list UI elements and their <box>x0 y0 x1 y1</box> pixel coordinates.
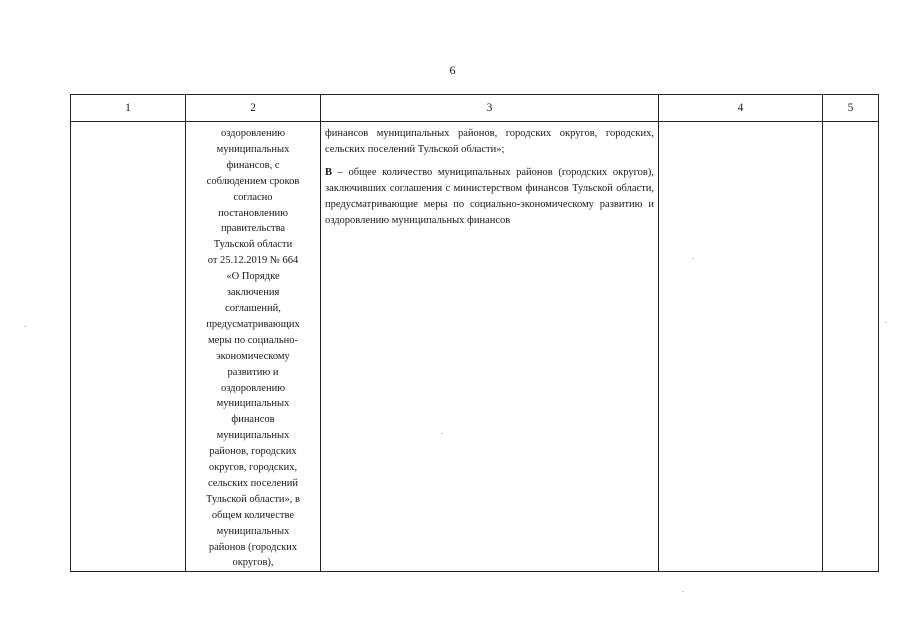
scan-speck <box>682 591 684 592</box>
col2-line: «О Порядке <box>226 271 280 283</box>
col2-line: общем количестве <box>211 509 295 521</box>
col2-line: округов), <box>232 557 274 569</box>
scan-speck <box>692 258 694 259</box>
table-header-row <box>71 95 879 122</box>
col2-line: муниципальных <box>216 430 290 442</box>
scan-speck <box>885 322 887 323</box>
col2-line: предусматривающих <box>206 318 300 330</box>
indicator-table <box>70 94 879 572</box>
cell-col-5 <box>823 122 879 572</box>
col2-line: Тульской области <box>213 239 293 251</box>
col2-line: от 25.12.2019 № 664 <box>207 255 299 267</box>
col2-line: меры по социально- <box>207 334 299 346</box>
col2-line: постановлению <box>218 207 288 219</box>
variable-definition <box>325 165 654 229</box>
cell-col-2 <box>186 122 321 572</box>
col2-line: финансов, с <box>226 159 280 171</box>
scan-speck <box>24 326 26 327</box>
col2-line: заключения <box>226 287 280 299</box>
col2-text-block <box>188 126 318 571</box>
header-col-3: 3 <box>321 95 659 122</box>
col2-line: соглашений, <box>225 302 281 314</box>
page-number: 6 <box>449 63 456 77</box>
formula-continuation-text: финансов муниципальных районов, городских округов, городских, сельских поселений Тульской области»; <box>325 128 654 155</box>
col2-line: районов, городских <box>209 446 297 458</box>
header-col-5: 5 <box>823 95 879 122</box>
col2-line: согласно <box>233 191 273 203</box>
col2-line: правительства <box>220 223 286 235</box>
variable-description: – общее количество муниципальных районов (городских округов), заключивших соглашения с министерством финансов Тульской области, предусматривающие меры по социально-экономическому развитию и оздоровлению муниципальных финансов <box>325 166 654 226</box>
col2-line: муниципальных <box>216 143 290 155</box>
col2-line: развитию и <box>227 366 279 378</box>
col2-line: оздоровлению <box>220 128 286 139</box>
header-col-1: 1 <box>71 95 186 122</box>
header-col-4: 4 <box>659 95 823 122</box>
col2-line: округов, городских, <box>208 462 298 474</box>
cell-col-4 <box>659 122 823 572</box>
variable-letter: В <box>325 166 333 178</box>
col2-line: экономическому <box>216 350 290 362</box>
cell-col-1 <box>71 122 186 572</box>
header-col-2: 2 <box>186 95 321 122</box>
col2-line: Тульской области», в <box>206 493 300 505</box>
cell-col-3 <box>321 122 659 572</box>
table-row <box>71 122 879 572</box>
col2-line: муниципальных <box>216 398 290 410</box>
col2-line: муниципальных <box>216 525 290 537</box>
scan-speck <box>441 433 443 434</box>
col2-line: соблюдением сроков <box>206 175 300 187</box>
col2-line: оздоровлению <box>220 382 286 394</box>
col2-line: сельских поселений <box>207 477 299 489</box>
col2-line: районов (городских <box>208 541 298 553</box>
col2-line: финансов <box>231 414 275 426</box>
